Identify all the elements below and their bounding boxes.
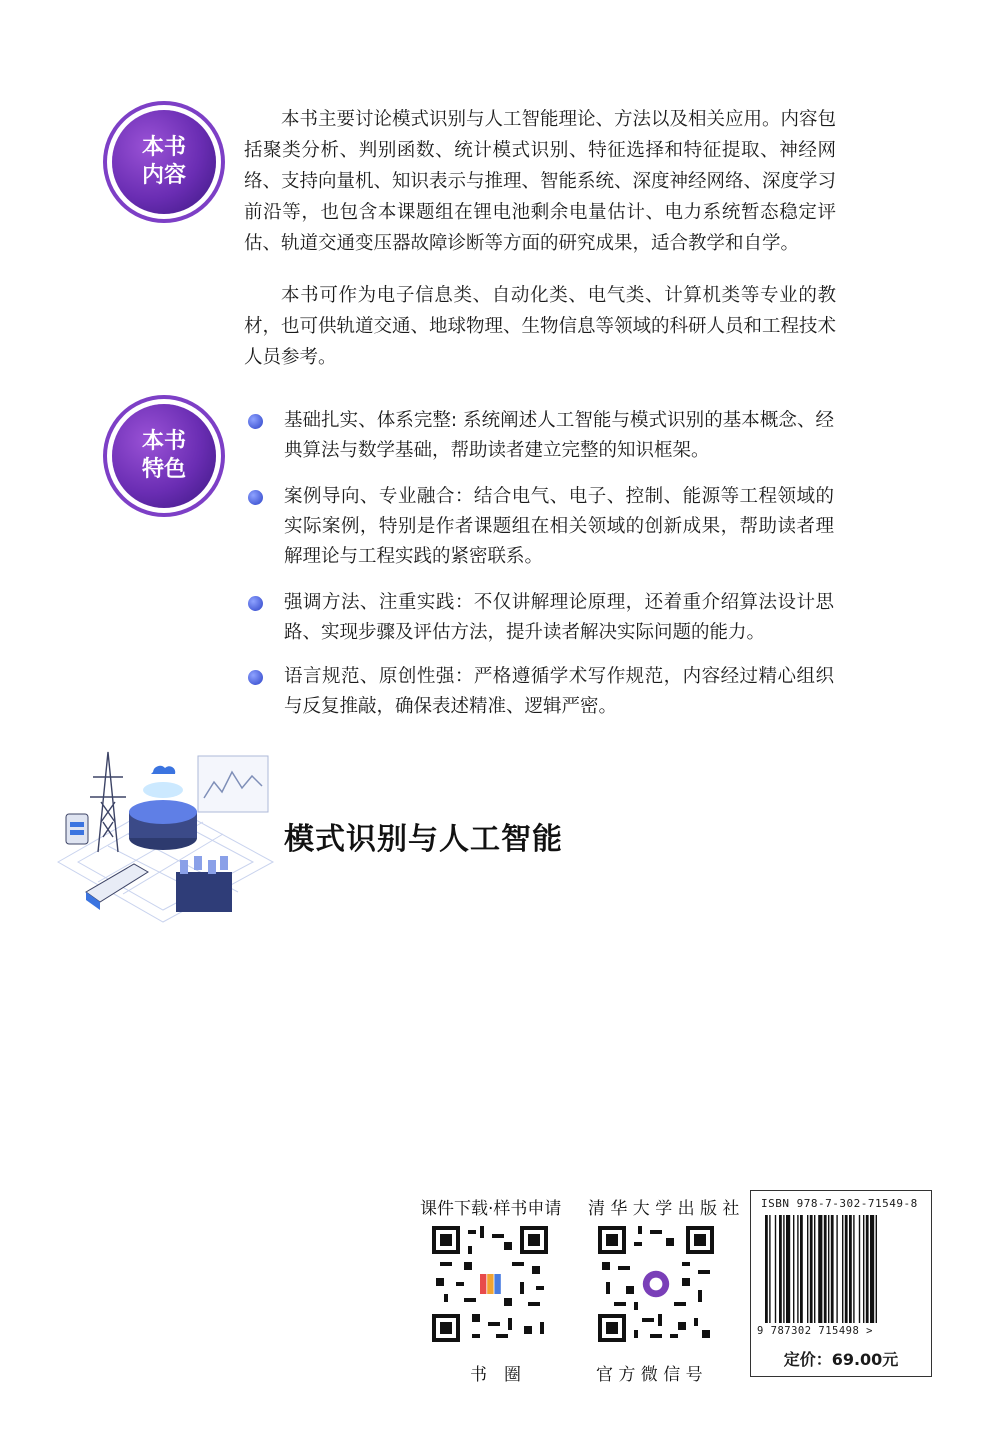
bullet-dot [248,490,263,505]
barcode-bar [876,1215,877,1323]
barcode-bar [793,1215,794,1323]
barcode-bar [849,1215,852,1323]
badge-line1: 本书 [141,135,186,160]
barcode-bar [859,1215,860,1323]
bullet-dot [248,596,263,611]
price-label: 定价：69.00元 [783,1350,899,1369]
barcode-number: 9 787302 715498 > [757,1325,873,1337]
features-badge [112,404,216,508]
qr-left-top-label: 课件下载·样书申请 [420,1199,562,1219]
barcode-bar [831,1215,834,1323]
barcode-bar [845,1215,848,1323]
barcode-bar [866,1215,869,1323]
barcode-bar [870,1215,874,1323]
bullet-dot [248,670,263,685]
book-title: 模式识别与人工智能 [284,822,563,857]
barcode-bar [786,1215,790,1323]
feature-item: 语言规范、原创性强：严格遵循学术写作规范，内容经过精心组织与反复推敲，确保表述精准、逻辑严密。 [284,666,834,717]
barcode-bar [779,1215,782,1323]
qr-code-left [432,1226,548,1342]
feature-item: 基础扎实、体系完整: 系统阐述人工智能与模式识别的基本概念、经典算法与数学基础，帮助读者建立完整的知识框架。 [284,410,834,461]
barcode-bar [828,1215,829,1323]
barcode-bar [824,1215,827,1323]
barcode-bar [842,1215,843,1323]
badge-line1: 本书 [141,429,186,454]
barcode-bar [769,1215,770,1323]
barcode-bar [836,1215,837,1323]
power-rail-illustration [48,742,278,932]
barcode-bar [765,1215,768,1323]
qr-code-right [598,1226,714,1342]
bullet-dot [248,414,263,429]
content-badge [112,110,216,214]
feature-item: 案例导向、专业融合：结合电气、电子、控制、能源等工程领域的实际案例，特别是作者课题组在相关领域的创新成果，帮助读者理解理论与工程实践的紧密联系。 [284,486,834,567]
isbn-text: ISBN 978-7-302-71549-8 [761,1197,918,1210]
barcode [765,1215,917,1325]
barcode-bar [797,1215,798,1323]
qr-right-bottom-label: 官 方 微 信 号 [596,1365,703,1385]
badge-line2: 内容 [141,163,186,188]
barcode-bar [775,1215,776,1323]
qr-right-top-label: 清 华 大 学 出 版 社 [588,1199,740,1219]
barcode-bar [783,1215,784,1323]
barcode-bar [818,1215,822,1323]
feature-item: 强调方法、注重实践：不仅讲解理论原理，还着重介绍算法设计思路、实现步骤及评估方法，提升读者解决实际问题的能力。 [284,592,834,643]
isbn-barcode-panel [750,1190,932,1377]
intro-paragraph: 本书主要讨论模式识别与人工智能理论、方法以及相关应用。内容包括聚类分析、判别函数、统计模式识别、特征选择和特征提取、神经网络、支持向量机、知识表示与推理、智能系统、深度神经网络、深度学习前沿等，也包含本课题组在锂电池剩余电量估计、电力系统暂态稳定评估、轨道交通变压器故障诊断等方面的研究成果，适合教学和自学。 [244,109,837,254]
barcode-bar [800,1215,803,1323]
badge-line2: 特色 [141,457,186,482]
intro-paragraph: 本书可作为电子信息类、自动化类、电气类、计算机类等专业的教材，也可供轨道交通、地球物理、生物信息等领域的科研人员和工程技术人员参考。 [244,285,837,368]
qr-left-bottom-label: 书 圈 [470,1365,521,1385]
barcode-bar [807,1215,808,1323]
barcode-bar [810,1215,813,1323]
barcode-bar [814,1215,815,1323]
barcode-bar [853,1215,854,1323]
barcode-bar [863,1215,864,1323]
